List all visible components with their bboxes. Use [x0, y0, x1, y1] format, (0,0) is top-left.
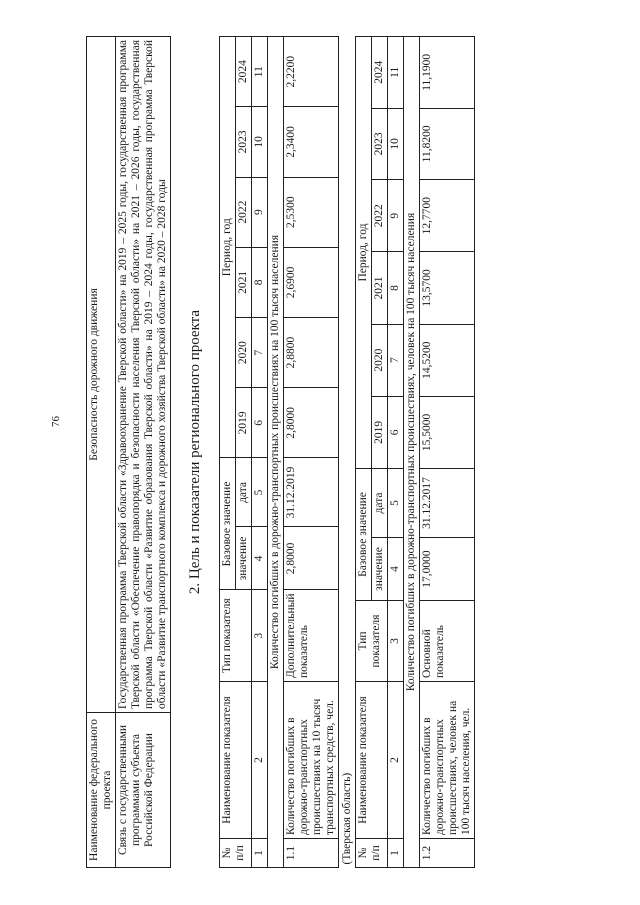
rotated-page-content — [86, 36, 526, 868]
goal-row — [268, 37, 284, 868]
header-base: Базовое значение — [356, 469, 372, 601]
column-number: 11 — [252, 37, 268, 107]
goal-title: Количество погибших в дорожно-транспортных происшествиях на 100 тысяч населения — [268, 37, 284, 868]
column-number: 10 — [252, 107, 268, 177]
column-number: 6 — [252, 388, 268, 458]
project-name-value: Безопасность дорожного движения — [87, 37, 116, 713]
column-number: 2 — [388, 682, 404, 839]
header-year: 2023 — [236, 107, 252, 177]
column-number: 1 — [388, 839, 404, 868]
value-2019: 2,8000 — [284, 388, 339, 458]
project-name-row — [87, 37, 116, 868]
value-2023: 2,3400 — [284, 107, 339, 177]
table-row — [284, 37, 339, 868]
header-period: Период, год — [220, 37, 236, 458]
header-year: 2022 — [372, 180, 388, 252]
header-year: 2019 — [236, 388, 252, 458]
indicator-name: Количество погибших в дорожно-транспортных происшествиях на 10 тысяч транспортных средств, чел. — [284, 682, 339, 839]
value-2024: 2,2200 — [284, 37, 339, 107]
table-row — [420, 37, 475, 868]
column-number: 1 — [252, 839, 268, 868]
column-number: 4 — [388, 538, 404, 601]
column-number: 5 — [388, 469, 404, 538]
indicator-type: Дополнительный показатель — [284, 590, 339, 682]
indicator-name: Количество погибших в дорожно-транспортных происшествиях, человек на 100 тысяч населения, чел. — [420, 682, 475, 839]
header-year: 2020 — [372, 324, 388, 396]
region-row — [339, 37, 356, 868]
column-number: 4 — [252, 527, 268, 590]
column-number: 3 — [252, 590, 268, 682]
base-date: 31.12.2017 — [420, 469, 475, 538]
column-number: 9 — [388, 180, 404, 252]
project-info-table — [86, 36, 171, 868]
goal-title: Количество погибших в дорожно-транспортных происшествиях, человек на 100 тысяч населения — [404, 37, 420, 868]
header-name: Наименование показателя — [356, 682, 388, 839]
project-name-label: Наименование федерального проекта — [87, 713, 116, 868]
region-label: (Тверская область) — [341, 772, 353, 865]
header-year: 2022 — [236, 177, 252, 247]
value-2019: 15,5000 — [420, 396, 475, 468]
column-numbers-row — [388, 37, 404, 868]
header-type: Тип показателя — [220, 590, 252, 682]
base-date: 31.12.2019 — [284, 458, 339, 527]
base-value: 17,0000 — [420, 538, 475, 601]
page-number: 76 — [50, 416, 62, 427]
header-no: № п/п — [220, 839, 252, 868]
column-numbers-row — [252, 37, 268, 868]
programs-value: Государственная программа Тверской области «Здравоохранение Тверской области» на 2019 – 2025 годы, государственная программа Тверской области «Обеспечение правопорядка и безопасности населения Тверской области» на 2021 – 2026 годы, государственная программа Тверской области «Развитие образования Тверской области» на 2019 – 2024 годы, государственная программа Тверской области «Развитие транспортного комплекса и дорожного хозяйства Тверской области» на 2020 – 2028 годы — [116, 37, 171, 713]
value-2023: 11,8200 — [420, 108, 475, 180]
column-number: 7 — [388, 324, 404, 396]
header-year: 2024 — [372, 37, 388, 109]
column-number: 6 — [388, 396, 404, 468]
header-base: Базовое значение — [220, 458, 236, 590]
column-number: 10 — [388, 108, 404, 180]
indicator-type: Основной показатель — [420, 601, 475, 682]
header-row-1 — [220, 37, 236, 868]
row-no: 1.2 — [420, 839, 475, 868]
header-value: значение — [372, 538, 388, 601]
header-name: Наименование показателя — [220, 682, 252, 839]
header-year: 2021 — [236, 247, 252, 317]
header-no: № п/п — [356, 839, 388, 868]
column-number: 3 — [388, 601, 404, 682]
header-year: 2021 — [372, 252, 388, 324]
value-2022: 12,7700 — [420, 180, 475, 252]
row-no: 1.1 — [284, 839, 339, 868]
value-2020: 2,8800 — [284, 317, 339, 387]
programs-label: Связь с государственными программами субъекта Российской Федерации — [116, 713, 171, 868]
indicators-table-2 — [355, 36, 475, 868]
header-year: 2019 — [372, 396, 388, 468]
column-number: 9 — [252, 177, 268, 247]
column-number: 7 — [252, 317, 268, 387]
header-value: значение — [236, 527, 252, 590]
column-number: 8 — [252, 247, 268, 317]
column-number: 5 — [252, 458, 268, 527]
value-2024: 11,1900 — [420, 37, 475, 109]
header-year: 2024 — [236, 37, 252, 107]
programs-row — [116, 37, 171, 868]
header-type: Тип показателя — [356, 601, 388, 682]
header-year: 2020 — [236, 317, 252, 387]
header-period: Период, год — [356, 37, 372, 469]
header-year: 2023 — [372, 108, 388, 180]
value-2021: 2,6900 — [284, 247, 339, 317]
column-number: 2 — [252, 682, 268, 839]
section-title: 2. Цель и показатели регионального проекта — [187, 309, 203, 595]
column-number: 11 — [388, 37, 404, 109]
header-date: дата — [372, 469, 388, 538]
goal-row — [404, 37, 420, 868]
value-2022: 2,5300 — [284, 177, 339, 247]
indicators-table-1 — [219, 36, 355, 868]
column-number: 8 — [388, 252, 404, 324]
header-date: дата — [236, 458, 252, 527]
value-2020: 14,5200 — [420, 324, 475, 396]
header-row-1 — [356, 37, 372, 868]
base-value: 2,8000 — [284, 527, 339, 590]
value-2021: 13,5700 — [420, 252, 475, 324]
